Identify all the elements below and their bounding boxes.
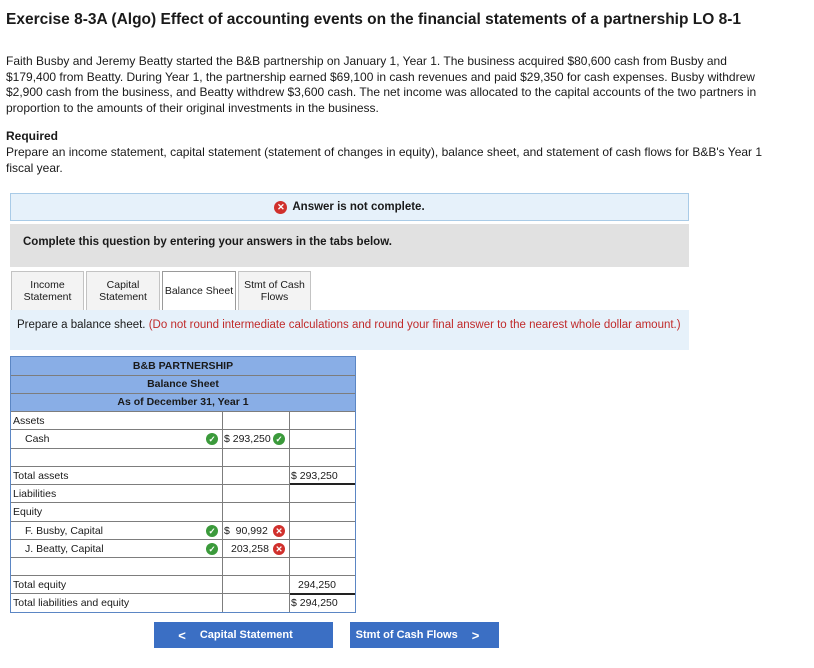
chevron-left-icon: < [178,627,186,643]
total-equity-label: Total equity [13,579,67,591]
answer-status-banner [10,193,689,221]
instructions-bar: Complete this question by entering your answers in the tabs below. [10,224,689,267]
total-equity-value: 294,250 [298,579,336,591]
next-stmt-of-cash-flows-button[interactable] [350,622,499,648]
total-liabilities-equity-value: $ 294,250 [291,597,338,609]
busby-capital-label: F. Busby, Capital [25,525,104,537]
statement-date: As of December 31, Year 1 [11,393,355,411]
assets-label: Assets [13,415,45,427]
required-heading: Required [6,129,59,143]
problem-text: Faith Busby and Jeremy Beatty started the B&B partnership on January 1, Year 1. The business acquired $80,600 cash from Busby and $179,400 from Beatty. During Year 1, the partnership earned $69,100 in cash revenues and paid $29,350 for cash expenses. Busby withdrew $2,900 cash from the business, and Beatty withdrew $3,600 cash. The net income was allocated to the capital accounts of the two partners in proportion to the amounts of their original investments in the business. [6,54,757,115]
tab-bar [11,271,313,310]
chevron-right-icon: > [471,627,480,643]
beatty-capital-label: J. Beatty, Capital [25,543,104,555]
busby-capital-input[interactable]: $ 90,992 [224,525,268,537]
correct-check-icon: ✓ [273,433,285,445]
rounding-note: (Do not round intermediate calculations and round your final answer to the nearest whole dollar amount.) [148,319,681,331]
correct-check-icon: ✓ [206,543,218,555]
prev-capital-statement-button[interactable] [154,622,333,648]
beatty-capital-input[interactable]: 203,258 [231,543,269,555]
tab-balance-sheet[interactable]: Balance Sheet [162,271,236,310]
cash-input[interactable]: $ 293,250 [224,433,271,445]
correct-check-icon: ✓ [206,525,218,537]
liabilities-label: Liabilities [13,488,57,500]
correct-check-icon: ✓ [206,433,218,445]
equity-label: Equity [13,506,43,518]
incorrect-x-icon: ✕ [273,525,285,537]
statement-name: Balance Sheet [11,375,355,393]
page-title: Exercise 8-3A (Algo) Effect of accounting events on the financial statements of a partnership LO 8-1 [6,11,741,28]
total-assets-value: $ 293,250 [291,470,338,482]
tab-instructions [10,310,689,350]
tab-income-statement[interactable]: Income Statement [11,271,84,310]
required-text: Prepare an income statement, capital statement (statement of changes in equity), balance sheet, and statement of cash flows for B&B's Year 1 fiscal year. [6,145,763,175]
total-liabilities-equity-label: Total liabilities and equity [13,597,130,609]
prev-button-label: Capital Statement [199,629,293,641]
tab-capital-statement[interactable]: Capital Statement [86,271,160,310]
instruction-text: Prepare a balance sheet. [17,319,146,331]
balance-sheet-table [10,356,356,613]
answer-status-text: Answer is not complete. [292,201,425,213]
incorrect-x-icon: ✕ [273,543,285,555]
tab-stmt-of-cash-flows[interactable]: Stmt of Cash Flows [238,271,311,310]
next-button-label: Stmt of Cash Flows [355,629,458,641]
x-circle-icon: ✕ [274,201,287,214]
total-assets-label: Total assets [13,470,69,482]
company-name: B&B PARTNERSHIP [11,357,355,375]
cash-label: Cash [25,433,50,445]
